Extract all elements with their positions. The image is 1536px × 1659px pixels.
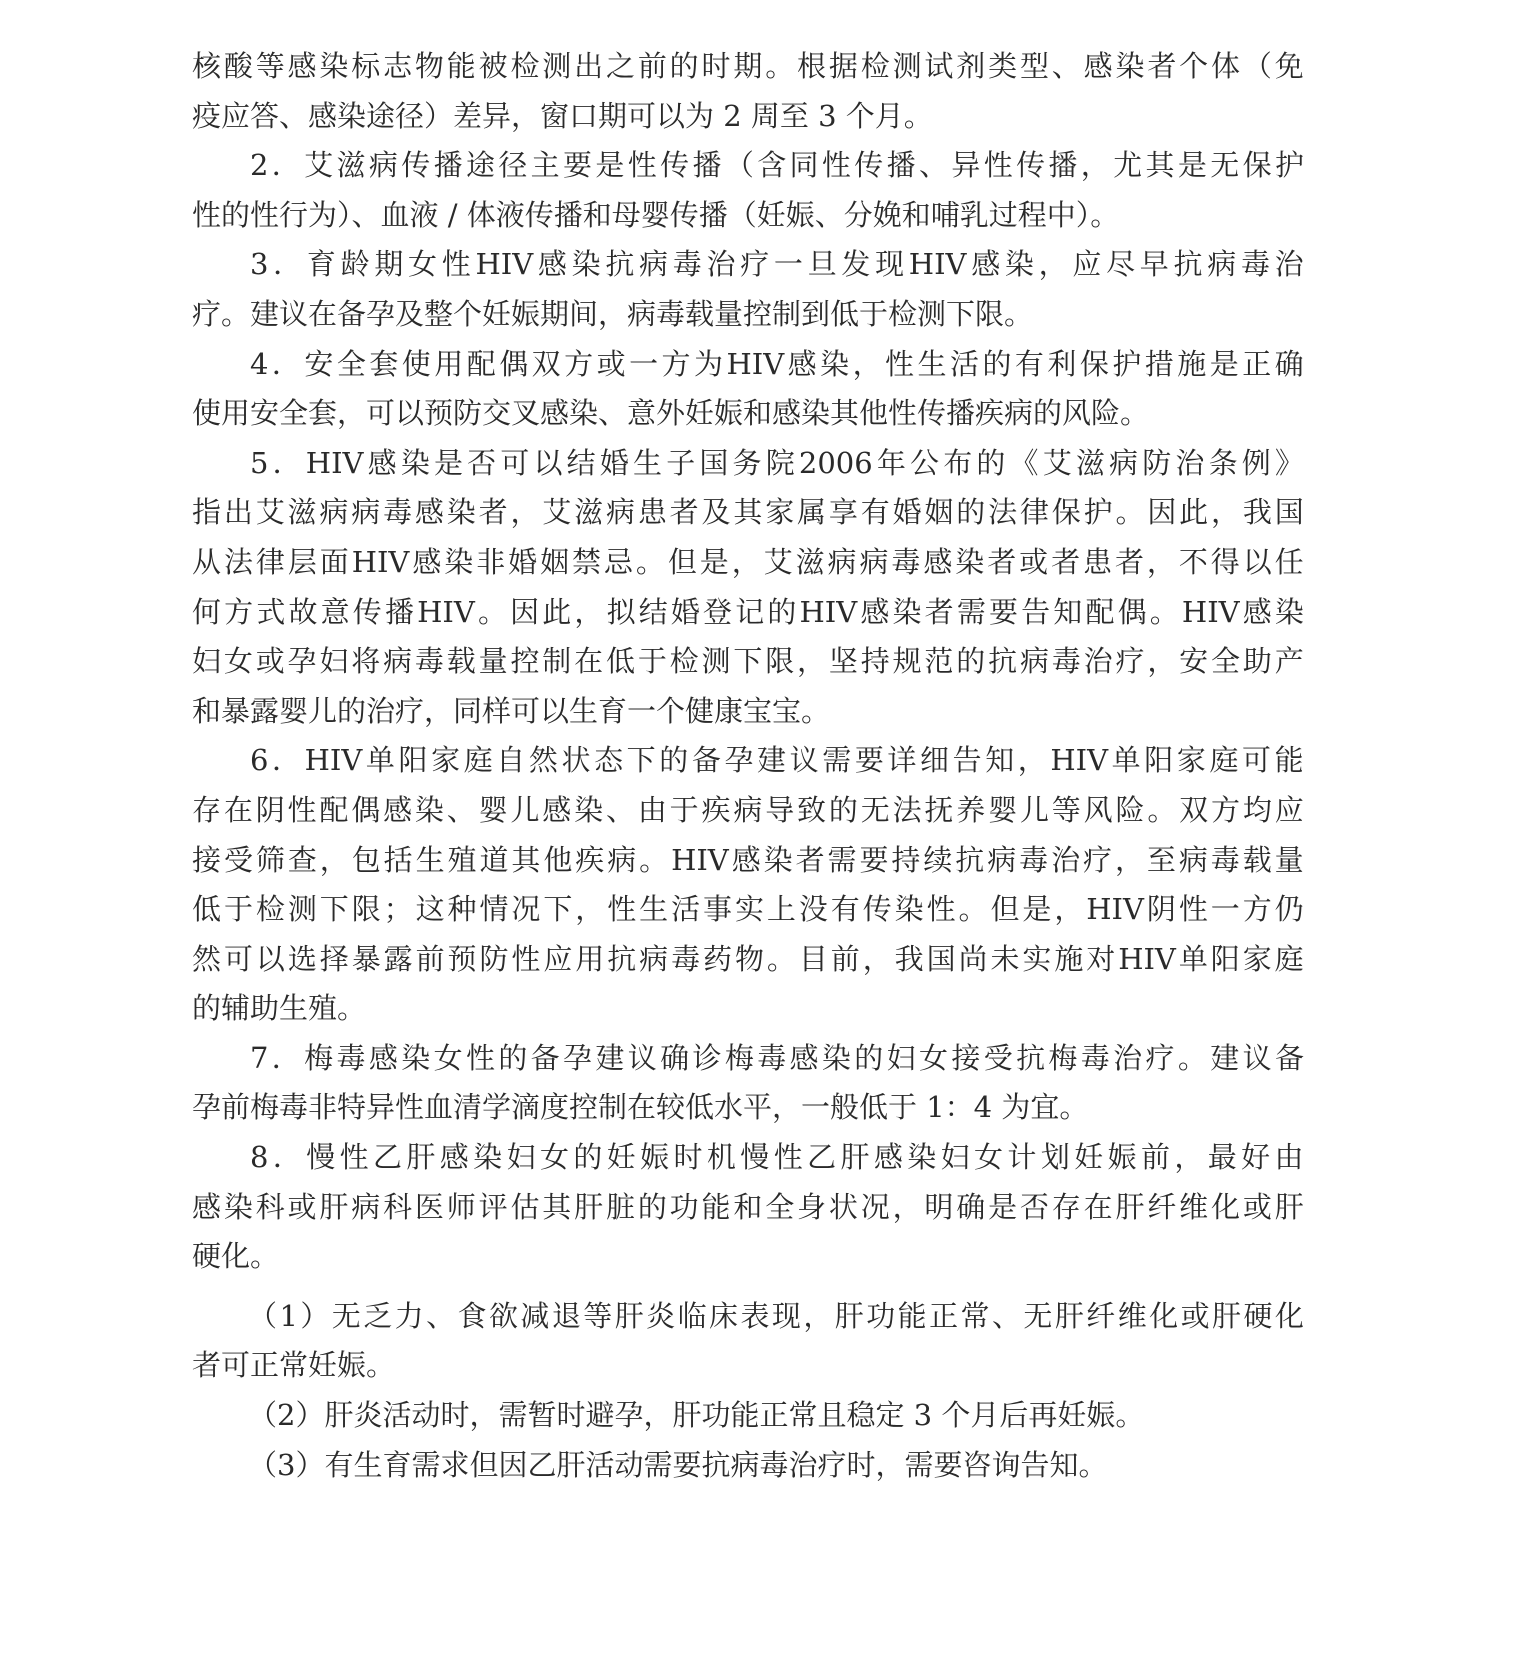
text-line: 和暴露婴儿的治疗，同样可以生育一个健康宝宝。 (192, 693, 831, 728)
paragraph-4-heading-line: 4 ． 安 全 套 使 用 配 偶 双 方 或 一 方 为 HIV 感 染 ， 性 生 活 的 有 利 保 护 措 施 是 正 确 (250, 346, 1304, 381)
list-item-1-line: （ 1 ） 无 乏 力 、 食 欲 减 退 等 肝 炎 临 床 表 现 ， 肝 功 能 正 常 、 无 肝 纤 维 化 或 肝 硬 化 (248, 1298, 1304, 1333)
text-line: 然 可 以 选 择 暴 露 前 预 防 性 应 用 抗 病 毒 药 物 。 目 前 ， 我 国 尚 未 实 施 对 HIV 单 阳 家 庭 (192, 941, 1304, 976)
paragraph-8-heading-line: 8 ． 慢 性 乙 肝 感 染 妇 女 的 妊 娠 时 机 慢 性 乙 肝 感 染 妇 女 计 划 妊 娠 前 ， 最 好 由 (250, 1140, 1304, 1175)
text-line: 感 染 科 或 肝 病 科 医 师 评 估 其 肝 脏 的 功 能 和 全 身 状 况 ， 明 确 是 否 存 在 肝 纤 维 化 或 肝 (192, 1189, 1304, 1224)
text-line: 接 受 筛 查 ， 包 括 生 殖 道 其 他 疾 病 。 HIV 感 染 者 需 要 持 续 抗 病 毒 治 疗 ， 至 病 毒 载 量 (192, 842, 1304, 877)
text-line: 何 方 式 故 意 传 播 HIV 。 因 此 ， 拟 结 婚 登 记 的 HIV 感 染 者 需 要 告 知 配 偶 。 HIV 感 染 (192, 594, 1304, 629)
paragraph-5-heading-line: 5 ． HIV 感 染 是 否 可 以 结 婚 生 子 国 务 院 2006 年 公 布 的 《 艾 滋 病 防 治 条 例 》 (250, 445, 1304, 480)
text-line: 性的性行为）、血液 / 体液传播和母婴传播（妊娠、分娩和哺乳过程中）。 (192, 197, 1120, 232)
text-line: 低 于 检 测 下 限 ； 这 种 情 况 下 ， 性 生 活 事 实 上 没 有 传 染 性 。 但 是 ， HIV 阴 性 一 方 仍 (192, 892, 1304, 927)
text-line: 核 酸 等 感 染 标 志 物 能 被 检 测 出 之 前 的 时 期 。 根 据 检 测 试 剂 类 型 、 感 染 者 个 体 （ 免 (192, 49, 1304, 83)
text-line: 从 法 律 层 面 HIV 感 染 非 婚 姻 禁 忌 。 但 是 ， 艾 滋 病 病 毒 感 染 者 或 者 患 者 ， 不 得 以 任 (192, 544, 1304, 579)
list-item-3-line: （3）有生育需求但因乙肝活动需要抗病毒治疗时，需要咨询告知。 (248, 1447, 1108, 1482)
paragraph-2-heading-line: 2 ． 艾 滋 病 传 播 途 径 主 要 是 性 传 播 （ 含 同 性 传 播 、 异 性 传 播 ， 尤 其 是 无 保 护 (250, 148, 1304, 183)
document-body (192, 42, 1304, 1490)
text-line: 疗。建议在备孕及整个妊娠期间，病毒载量控制到低于检测下限。 (192, 296, 1034, 331)
text-line: 疫应答、感染途径）差异，窗口期可以为 2 周至 3 个月。 (192, 98, 933, 133)
text-line: 者可正常妊娠。 (192, 1348, 396, 1383)
paragraph-3-heading-line: 3 ． 育 龄 期 女 性 HIV 感 染 抗 病 毒 治 疗 一 旦 发 现 HIV 感 染 ， 应 尽 早 抗 病 毒 治 (250, 247, 1304, 282)
text-line: 使用安全套，可以预防交叉感染、意外妊娠和感染其他性传播疾病的风险。 (192, 396, 1150, 431)
text-line: 孕前梅毒非特异性血清学滴度控制在较低水平，一般低于 1：4 为宜。 (192, 1090, 1089, 1125)
text-line: 硬化。 (192, 1239, 280, 1274)
paragraph-6-heading-line: 6 ． HIV 单 阳 家 庭 自 然 状 态 下 的 备 孕 建 议 需 要 详 细 告 知 ， HIV 单 阳 家 庭 可 能 (250, 743, 1304, 778)
text-line: 的辅助生殖。 (192, 991, 367, 1026)
text-line: 存 在 阴 性 配 偶 感 染 、 婴 儿 感 染 、 由 于 疾 病 导 致 的 无 法 抚 养 婴 儿 等 风 险 。 双 方 均 应 (192, 792, 1304, 827)
text-line: 妇 女 或 孕 妇 将 病 毒 载 量 控 制 在 低 于 检 测 下 限 ， 坚 持 规 范 的 抗 病 毒 治 疗 ， 安 全 助 产 (192, 644, 1304, 679)
text-line: 指 出 艾 滋 病 病 毒 感 染 者 ， 艾 滋 病 患 者 及 其 家 属 享 有 婚 姻 的 法 律 保 护 。 因 此 ， 我 国 (192, 495, 1304, 530)
list-item-2-line: （2）肝炎活动时，需暂时避孕，肝功能正常且稳定 3 个月后再妊娠。 (248, 1398, 1145, 1433)
paragraph-7-heading-line: 7 ． 梅 毒 感 染 女 性 的 备 孕 建 议 确 诊 梅 毒 感 染 的 妇 女 接 受 抗 梅 毒 治 疗 。 建 议 备 (250, 1040, 1304, 1075)
